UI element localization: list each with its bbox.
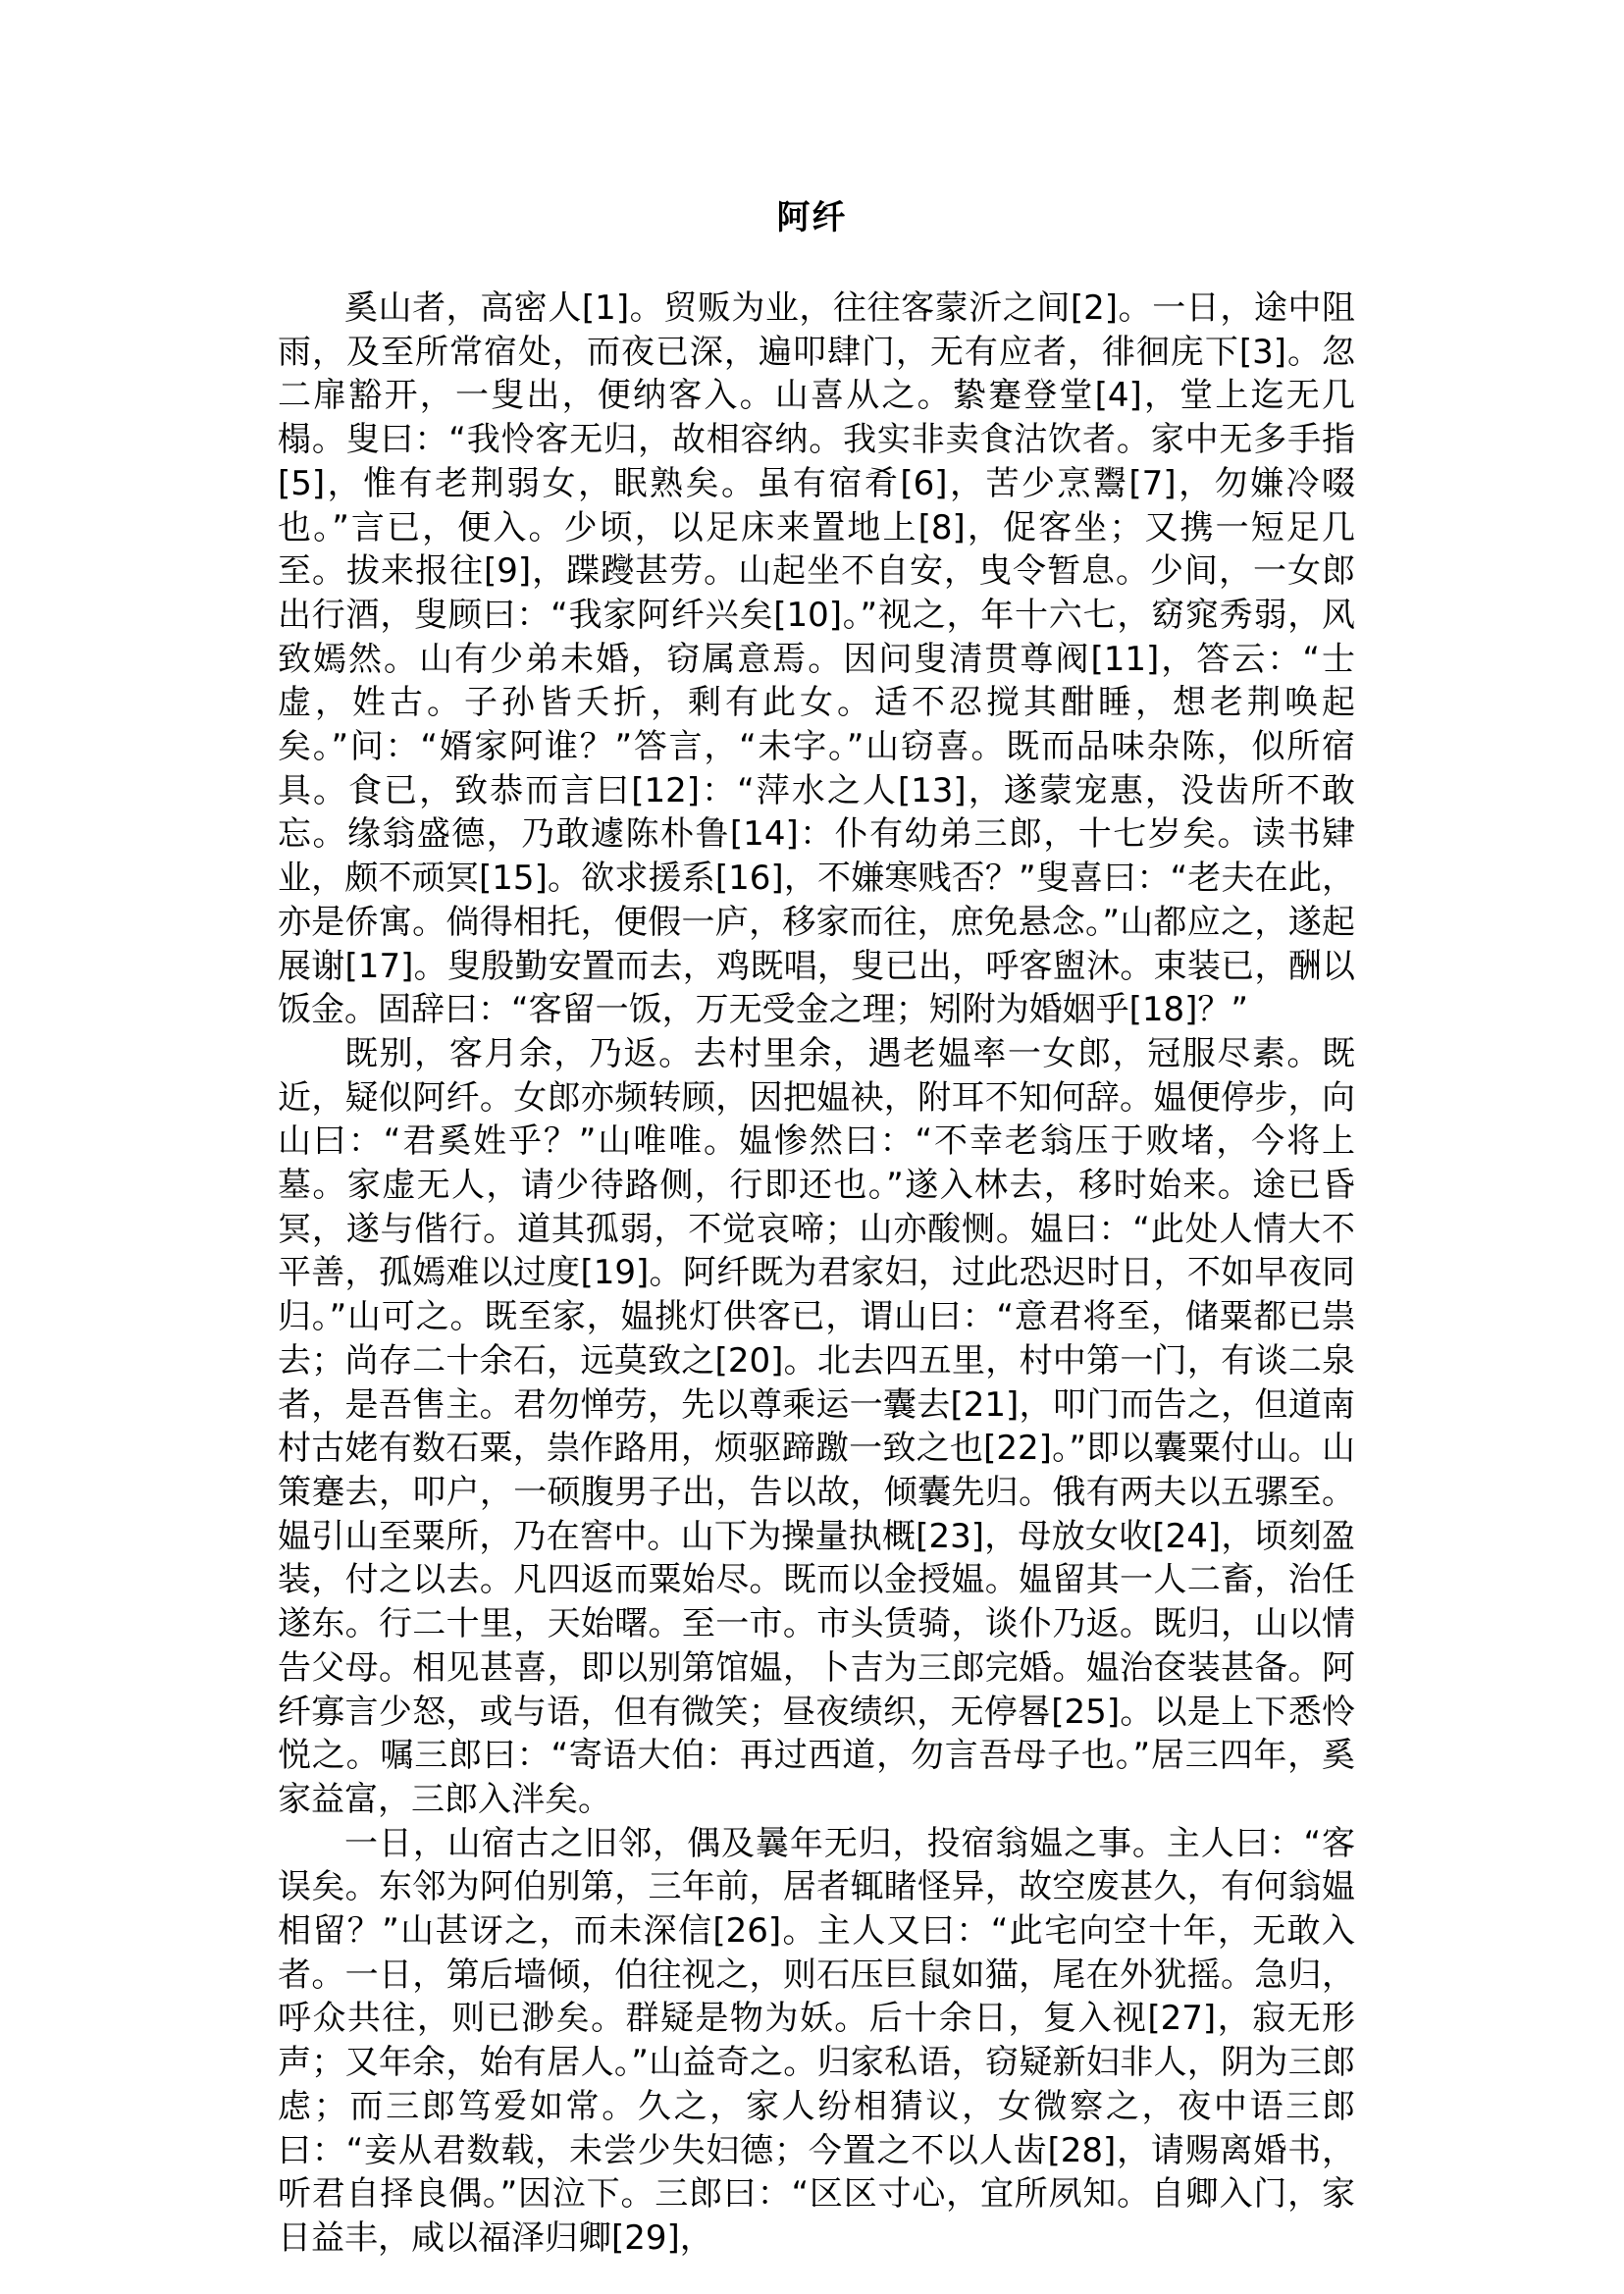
paragraph-3: 一日，山宿古之旧邻，偶及曩年无归，投宿翁媪之事。主人曰：“客误矣。东邻为阿伯别第，三年前，居者辄睹怪异，故空废甚久，有何翁媪相留？”山甚讶之，而未深信[26]。主人又曰：“此宅向空十年，无敢入者。一日，第后墙倾，伯往视之，则石压巨鼠如猫，尾在外犹摇。急归，呼众共往，则已渺矣。群疑是物为妖。后十余日，复入视[27]，寂无形声；又年余，始有居人。”山益奇之。归家私语，窃疑新妇非人，阴为三郎虑；而三郎笃爱如常。久之，家人纷相猜议，女微察之，夜中语三郎曰：“妾从君数载，未尝少失妇德；今置之不以人齿[28]，请赐离婚书，听君自择良偶。”因泣下。三郎曰：“区区寸心，宜所夙知。自卿入门，家日益丰，咸以福泽归卿[29]， [278, 1823, 1355, 2258]
paragraph-1: 奚山者，高密人[1]。贸贩为业，往往客蒙沂之间[2]。一日，途中阻雨，及至所常宿处，而夜已深，遍叩肆门，无有应者，徘徊庑下[3]。忽二扉豁开，一叟出，便纳客入。山喜从之。絷蹇登堂[4]，堂上迄无几榻。叟曰：“我怜客无归，故相容纳。我实非卖食沽饮者。家中无多手指[5]，惟有老荆弱女，眠熟矣。虽有宿肴[6]，苦少烹鬻[7]，勿嫌冷啜也。”言已，便入。少顷，以足床来置地上[8]，促客坐；又携一短足几至。拔来报往[9]，蹀躞甚劳。山起坐不自安，曳令暂息。少间，一女郎出行酒，叟顾曰：“我家阿纤兴矣[10]。”视之，年十六七，窈窕秀弱，风致嫣然。山有少弟未婚，窃属意焉。因问叟清贯尊阀[11]，答云：“士虚，姓古。子孙皆夭折，剩有此女。适不忍搅其酣睡，想老荆唤起矣。”问：“婿家阿谁？”答言，“未字。”山窃喜。既而品味杂陈，似所宿具。食已，致恭而言曰[12]：“萍水之人[13]，遂蒙宠惠，没齿所不敢忘。缘翁盛德，乃敢遽陈朴鲁[14]：仆有幼弟三郎，十七岁矣。读书肄业，颇不顽冥[15]。欲求援系[16]，不嫌寒贱否？”叟喜曰：“老夫在此，亦是侨寓。倘得相托，便假一庐，移家而往，庶免悬念。”山都应之，遂起展谢[17]。叟殷勤安置而去，鸡既唱，叟已出，呼客盥沐。束装已，酬以饭金。固辞曰：“客留一饭，万无受金之理；矧附为婚姻乎[18]？” [278, 288, 1355, 1030]
paragraph-2: 既别，客月余，乃返。去村里余，遇老媪率一女郎，冠服尽素。既近，疑似阿纤。女郎亦频转顾，因把媪袂，附耳不知何辞。媪便停步，向山曰：“君奚姓乎？”山唯唯。媪惨然曰：“不幸老翁压于败堵，今将上墓。家虚无人，请少待路侧，行即还也。”遂入林去，移时始来。途已昏冥，遂与偕行。道其孤弱，不觉哀啼；山亦酸恻。媪曰：“此处人情大不平善，孤嫣难以过度[19]。阿纤既为君家妇，过此恐迟时日，不如早夜同归。”山可之。既至家，媪挑灯供客已，谓山曰：“意君将至，储粟都已祟去；尚存二十余石，远莫致之[20]。北去四五里，村中第一门，有谈二泉者，是吾售主。君勿惮劳，先以尊乘运一囊去[21]，叩门而告之，但道南村古姥有数石粟，祟作路用，烦驱蹄躈一致之也[22]。”即以囊粟付山。山策蹇去，叩户，一硕腹男子出，告以故，倾囊先归。俄有两夫以五骡至。媪引山至粟所，乃在窖中。山下为操量执概[23]，母放女收[24]，顷刻盈装，付之以去。凡四返而粟始尽。既而以金授媪。媪留其一人二畜，治任遂东。行二十里，天始曙。至一市。市头赁骑，谈仆乃返。既归，山以情告父母。相见甚喜，即以别第馆媪，卜吉为三郎完婚。媪治奁装甚备。阿纤寡言少怒，或与语，但有微笑；昼夜绩织，无停晷[25]。以是上下悉怜悦之。嘱三郎曰：“寄语大伯：再过西道，勿言吾母子也。”居三四年，奚家益富，三郎入泮矣。 [278, 1033, 1355, 1819]
page-title: 阿纤 [776, 198, 848, 237]
body-text [278, 287, 1355, 2261]
